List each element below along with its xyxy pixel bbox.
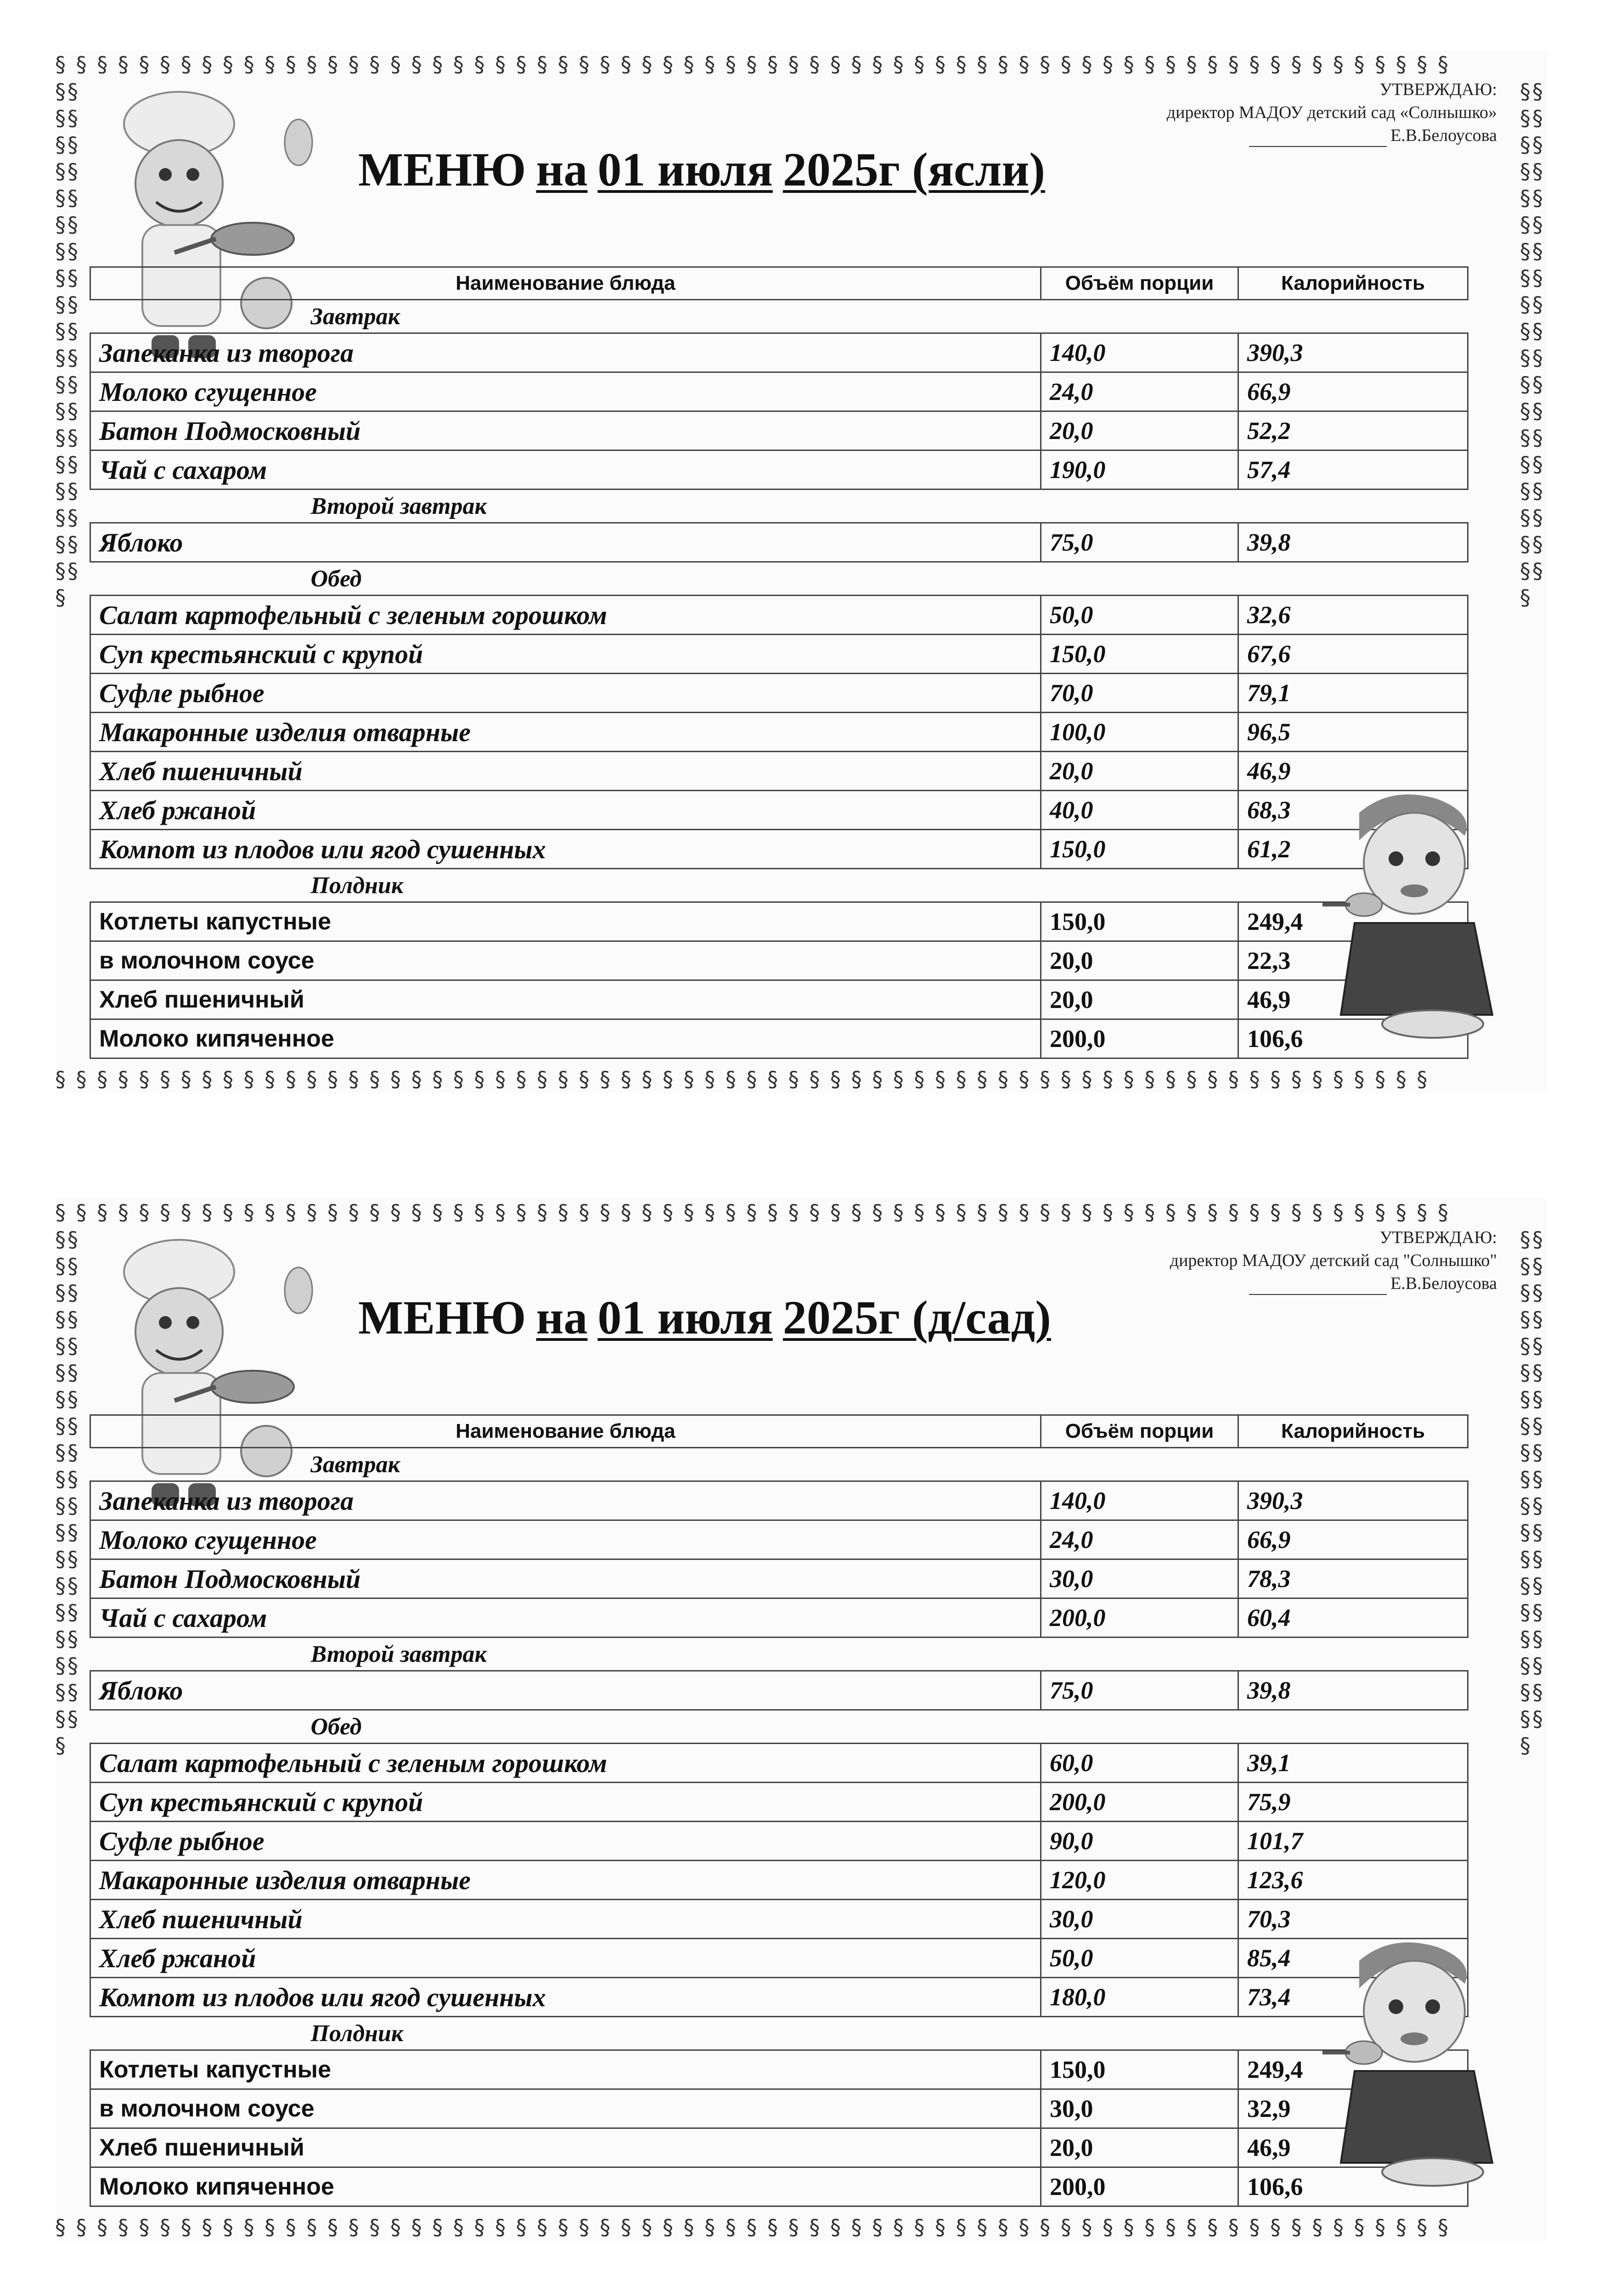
portion-value: 150,0: [1041, 2050, 1238, 2089]
swirl-border-icon: §§§§§§§§§§§§§§§§§§§§§§§§§§§§§§§§§§§§§§§: [1520, 1227, 1545, 1758]
title-word: МЕНЮ: [358, 143, 526, 196]
dish-name: Молоко сгущенное: [90, 372, 1041, 411]
swirl-border-icon: § § § § § § § § § § § § § § § § § § § § § § § § § § § § § § § § § § § § § § § § § § § § § § § § § § § § § § § § § § § § § § § § § § §: [55, 52, 1451, 77]
table-row: [90, 1861, 1468, 1900]
approval-position: директор МАДОУ детский сад "Солнышко": [1170, 1251, 1497, 1270]
table-row: [90, 713, 1468, 752]
table-row: [90, 635, 1468, 674]
approval-signature: [1167, 124, 1497, 147]
table-row: [90, 2089, 1468, 2128]
dish-name: Компот из плодов или ягод сушенных: [90, 830, 1041, 869]
approval-name: Е.В.Белоусова: [1390, 126, 1497, 145]
portion-value: 120,0: [1041, 1861, 1238, 1900]
column-header: Калорийность: [1238, 1415, 1468, 1448]
dish-name: Хлеб пшеничный: [90, 2128, 1041, 2167]
approval-position: директор МАДОУ детский сад «Солнышко»: [1166, 103, 1497, 122]
portion-value: 30,0: [1041, 1900, 1238, 1939]
dish-name: Молоко кипяченное: [90, 2167, 1041, 2206]
section-name: Завтрак: [310, 1451, 400, 1478]
kcal-value: 57,4: [1238, 450, 1468, 490]
section-row: [90, 1710, 1468, 1744]
kcal-value: 78,3: [1238, 1559, 1468, 1598]
portion-value: 50,0: [1041, 596, 1238, 635]
signature-line: [1249, 146, 1387, 147]
dish-name: Суфле рыбное: [90, 674, 1041, 713]
menu-table: [90, 266, 1468, 1059]
dish-name: Яблоко: [90, 1671, 1041, 1710]
table-header-row: [90, 1415, 1468, 1448]
column-header: Наименование блюда: [90, 1415, 1041, 1448]
dish-name: Хлеб пшеничный: [90, 980, 1041, 1019]
table-row: [90, 523, 1468, 562]
menu-table: [90, 1414, 1468, 2207]
dish-name: Суфле рыбное: [90, 1822, 1041, 1861]
title-date: 01 июля: [597, 1291, 773, 1344]
dish-name: Суп крестьянский с крупой: [90, 635, 1041, 674]
dish-name: Макаронные изделия отварные: [90, 713, 1041, 752]
signature-line: [1249, 1294, 1387, 1295]
title-prep: на: [536, 1291, 588, 1344]
swirl-border-icon: §§§§§§§§§§§§§§§§§§§§§§§§§§§§§§§§§§§§§§§: [55, 79, 80, 610]
table-row: [90, 1598, 1468, 1638]
portion-value: 90,0: [1041, 1822, 1238, 1861]
kcal-value: 249,4: [1238, 2050, 1468, 2089]
title-year-group: 2025г (ясли): [782, 143, 1046, 196]
kcal-value: 39,8: [1238, 523, 1468, 562]
section-name: Второй завтрак: [310, 1641, 487, 1667]
portion-value: 20,0: [1041, 2128, 1238, 2167]
kcal-value: 32,9: [1238, 2089, 1468, 2128]
table-row: [90, 1019, 1468, 1058]
portion-value: 140,0: [1041, 333, 1238, 372]
portion-value: 200,0: [1041, 1598, 1238, 1638]
swirl-border-icon: § § § § § § § § § § § § § § § § § § § § § § § § § § § § § § § § § § § § § § § § § § § § § § § § § § § § § § § § § § § § § § § § § §: [55, 1067, 1429, 1092]
kcal-value: 46,9: [1238, 752, 1468, 791]
kcal-value: 123,6: [1238, 1861, 1468, 1900]
dish-name: Чай с сахаром: [90, 1598, 1041, 1638]
section-name: Полдник: [310, 2020, 404, 2047]
kcal-value: 96,5: [1238, 713, 1468, 752]
table-row: [90, 902, 1468, 941]
table-row: [90, 1822, 1468, 1861]
table-row: [90, 1520, 1468, 1559]
dish-name: в молочном соусе: [90, 941, 1041, 980]
dish-name: Запеканка из творога: [90, 333, 1041, 372]
portion-value: 100,0: [1041, 713, 1238, 752]
dish-name: Хлеб ржаной: [90, 1939, 1041, 1978]
section-row: [90, 562, 1468, 596]
table-row: [90, 372, 1468, 411]
table-row: [90, 2167, 1468, 2206]
kcal-value: 46,9: [1238, 980, 1468, 1019]
portion-value: 150,0: [1041, 635, 1238, 674]
dish-name: Хлеб пшеничный: [90, 1900, 1041, 1939]
table-row: [90, 1939, 1468, 1978]
menu-sheet-kindergarten: [55, 1199, 1547, 2241]
dish-name: Компот из плодов или ягод сушенных: [90, 1978, 1041, 2017]
section-name: Обед: [310, 1713, 362, 1740]
swirl-border-icon: §§§§§§§§§§§§§§§§§§§§§§§§§§§§§§§§§§§§§§§: [1520, 79, 1545, 610]
title-year-group: 2025г (д/сад): [782, 1291, 1051, 1344]
kcal-value: 22,3: [1238, 941, 1468, 980]
dish-name: Салат картофельный с зеленым горошком: [90, 1744, 1041, 1783]
table-row: [90, 1744, 1468, 1783]
portion-value: 30,0: [1041, 1559, 1238, 1598]
portion-value: 200,0: [1041, 1783, 1238, 1822]
table-row: [90, 1671, 1468, 1710]
kcal-value: 101,7: [1238, 1822, 1468, 1861]
approval-signature: [1170, 1272, 1497, 1295]
portion-value: 20,0: [1041, 941, 1238, 980]
title-date: 01 июля: [597, 143, 773, 196]
kcal-value: 70,3: [1238, 1900, 1468, 1939]
dish-name: Батон Подмосковный: [90, 411, 1041, 450]
section-row: [90, 2017, 1468, 2050]
portion-value: 20,0: [1041, 752, 1238, 791]
approval-heading: УТВЕРЖДАЮ:: [1379, 80, 1497, 99]
table-row: [90, 2128, 1468, 2167]
dish-name: в молочном соусе: [90, 2089, 1041, 2128]
section-row: [90, 1448, 1468, 1481]
section-row: [90, 300, 1468, 333]
table-row: [90, 830, 1468, 869]
table-row: [90, 450, 1468, 490]
kcal-value: 75,9: [1238, 1783, 1468, 1822]
table-row: [90, 1900, 1468, 1939]
table-row: [90, 980, 1468, 1019]
approval-block: [1170, 1226, 1497, 1295]
portion-value: 70,0: [1041, 674, 1238, 713]
portion-value: 24,0: [1041, 1520, 1238, 1559]
kcal-value: 67,6: [1238, 635, 1468, 674]
kcal-value: 106,6: [1238, 1019, 1468, 1058]
table-row: [90, 1978, 1468, 2017]
menu-sheet-nursery: [55, 51, 1547, 1093]
portion-value: 200,0: [1041, 2167, 1238, 2206]
title-word: МЕНЮ: [358, 1291, 526, 1344]
kcal-value: 73,4: [1238, 1978, 1468, 2017]
kcal-value: 68,3: [1238, 791, 1468, 830]
dish-name: Хлеб ржаной: [90, 791, 1041, 830]
kcal-value: 46,9: [1238, 2128, 1468, 2167]
portion-value: 24,0: [1041, 372, 1238, 411]
page-title: [358, 1290, 1061, 1345]
kcal-value: 61,2: [1238, 830, 1468, 869]
portion-value: 20,0: [1041, 980, 1238, 1019]
table-row: [90, 2050, 1468, 2089]
table-row: [90, 941, 1468, 980]
table-row: [90, 1559, 1468, 1598]
portion-value: 60,0: [1041, 1744, 1238, 1783]
kcal-value: 249,4: [1238, 902, 1468, 941]
column-header: Калорийность: [1238, 267, 1468, 300]
kcal-value: 39,1: [1238, 1744, 1468, 1783]
kcal-value: 79,1: [1238, 674, 1468, 713]
table-row: [90, 596, 1468, 635]
table-row: [90, 674, 1468, 713]
dish-name: Чай с сахаром: [90, 450, 1041, 490]
dish-name: Салат картофельный с зеленым горошком: [90, 596, 1041, 635]
table-row: [90, 791, 1468, 830]
table-header-row: [90, 267, 1468, 300]
section-name: Полдник: [310, 872, 404, 899]
portion-value: 75,0: [1041, 1671, 1238, 1710]
section-name: Завтрак: [310, 303, 400, 330]
table-row: [90, 333, 1468, 372]
column-header: Объём порции: [1041, 1415, 1238, 1448]
portion-value: 50,0: [1041, 1939, 1238, 1978]
section-row: [90, 1638, 1468, 1671]
portion-value: 20,0: [1041, 411, 1238, 450]
portion-value: 30,0: [1041, 2089, 1238, 2128]
kcal-value: 32,6: [1238, 596, 1468, 635]
portion-value: 150,0: [1041, 830, 1238, 869]
section-row: [90, 490, 1468, 523]
dish-name: Котлеты капустные: [90, 902, 1041, 941]
kcal-value: 390,3: [1238, 1481, 1468, 1520]
portion-value: 180,0: [1041, 1978, 1238, 2017]
kcal-value: 52,2: [1238, 411, 1468, 450]
child-eating-illustration-icon: [1318, 785, 1515, 1042]
table-row: [90, 1783, 1468, 1822]
dish-name: Запеканка из творога: [90, 1481, 1041, 1520]
approval-heading: УТВЕРЖДАЮ:: [1379, 1228, 1497, 1247]
dish-name: Батон Подмосковный: [90, 1559, 1041, 1598]
dish-name: Хлеб пшеничный: [90, 752, 1041, 791]
dish-name: Котлеты капустные: [90, 2050, 1041, 2089]
section-row: [90, 869, 1468, 902]
column-header: Объём порции: [1041, 267, 1238, 300]
table-row: [90, 752, 1468, 791]
section-name: Обед: [310, 565, 362, 592]
title-prep: на: [536, 143, 588, 196]
kcal-value: 60,4: [1238, 1598, 1468, 1638]
swirl-border-icon: § § § § § § § § § § § § § § § § § § § § § § § § § § § § § § § § § § § § § § § § § § § § § § § § § § § § § § § § § § § § § § § § § § §: [55, 1200, 1451, 1225]
approval-name: Е.В.Белоусова: [1390, 1274, 1497, 1293]
portion-value: 75,0: [1041, 523, 1238, 562]
kcal-value: 66,9: [1238, 372, 1468, 411]
swirl-border-icon: § § § § § § § § § § § § § § § § § § § § § § § § § § § § § § § § § § § § § § § § § § § § § § § § § § § § § § § § § § § § § § § § § § §: [55, 2215, 1451, 2240]
kcal-value: 66,9: [1238, 1520, 1468, 1559]
dish-name: Суп крестьянский с крупой: [90, 1783, 1041, 1822]
portion-value: 190,0: [1041, 450, 1238, 490]
page-title: [358, 142, 1055, 197]
section-name: Второй завтрак: [310, 493, 487, 519]
swirl-border-icon: §§§§§§§§§§§§§§§§§§§§§§§§§§§§§§§§§§§§§§§: [55, 1227, 80, 1758]
kcal-value: 85,4: [1238, 1939, 1468, 1978]
approval-block: [1167, 78, 1497, 147]
dish-name: Молоко кипяченное: [90, 1019, 1041, 1058]
kcal-value: 390,3: [1238, 333, 1468, 372]
child-eating-illustration-icon: [1318, 1933, 1515, 2190]
dish-name: Яблоко: [90, 523, 1041, 562]
kcal-value: 106,6: [1238, 2167, 1468, 2206]
portion-value: 200,0: [1041, 1019, 1238, 1058]
kcal-value: 39,8: [1238, 1671, 1468, 1710]
column-header: Наименование блюда: [90, 267, 1041, 300]
dish-name: Молоко сгущенное: [90, 1520, 1041, 1559]
table-row: [90, 1481, 1468, 1520]
dish-name: Макаронные изделия отварные: [90, 1861, 1041, 1900]
table-row: [90, 411, 1468, 450]
portion-value: 150,0: [1041, 902, 1238, 941]
portion-value: 140,0: [1041, 1481, 1238, 1520]
portion-value: 40,0: [1041, 791, 1238, 830]
